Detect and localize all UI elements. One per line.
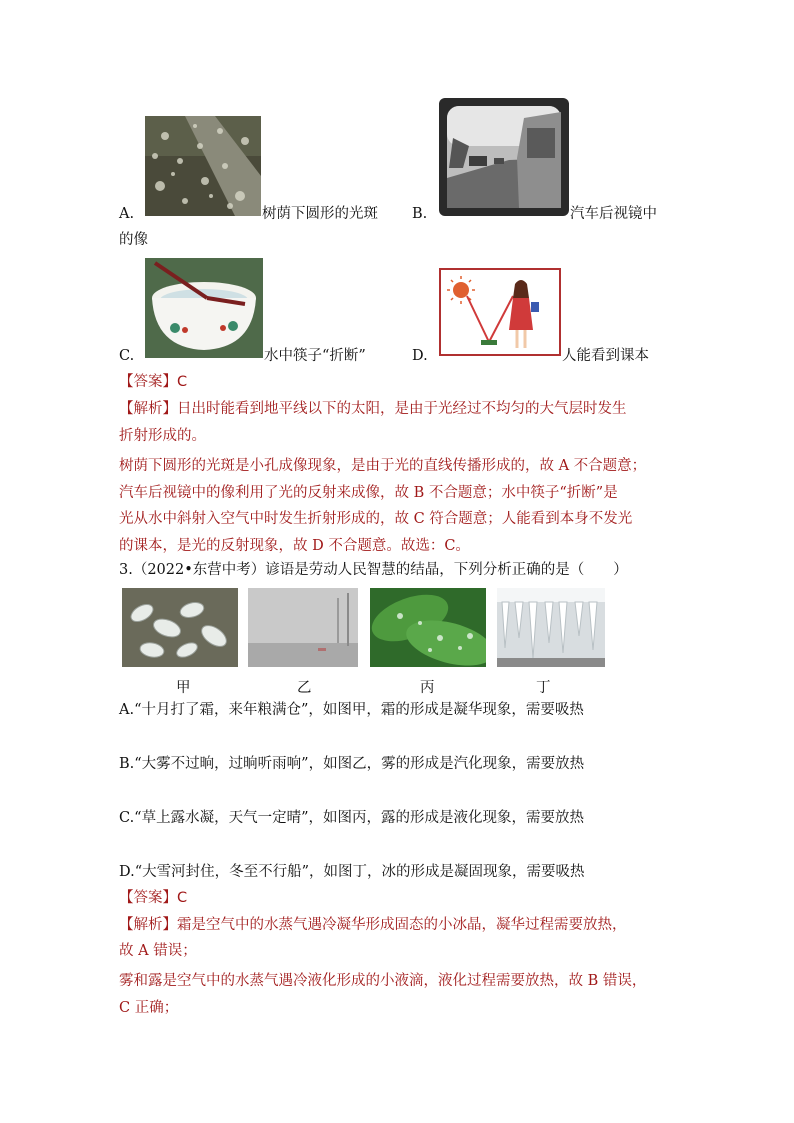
q3-stem: 3.（2022•东营中考）谚语是劳动人民智慧的结晶，下列分析正确的是（ ）	[119, 562, 628, 578]
image-label-yi: 乙	[297, 680, 312, 696]
q3-analysis-line-1: 【解析】霜是空气中的水蒸气遇冷凝华形成固态的小冰晶，凝华过程需要放热，	[119, 917, 627, 933]
answer-label: 【答案】	[119, 890, 177, 906]
image-label-jia: 甲	[176, 680, 191, 696]
answer-value: C	[177, 374, 188, 390]
frost-on-leaves-photo	[122, 588, 238, 667]
q2-analysis-line-1: 【解析】日出时能看到地平线以下的太阳，是由于光经过不均匀的大气层时发生	[119, 401, 627, 417]
dew-on-leaf-photo	[370, 588, 486, 667]
q3-option-d: D.“大雪河封住，冬至不行船”，如图丁，冰的形成是凝固现象，需要吸热	[119, 864, 585, 880]
car-rearview-mirror-photo	[439, 98, 569, 216]
analysis-label: 【解析】	[119, 401, 177, 417]
option-b-caption: 汽车后视镜中	[570, 206, 657, 222]
ice-icicles-photo	[497, 588, 605, 667]
option-a-caption: 树荫下圆形的光斑	[262, 206, 378, 222]
q3-analysis-line-2: 故 A 错误；	[119, 943, 197, 959]
q2-analysis-line-3: 树荫下圆形的光斑是小孔成像现象，是由于光的直线传播形成的，故 A 不合题意；	[119, 458, 647, 474]
option-b-caption-cont: 的像	[119, 232, 148, 248]
option-d-letter: D.	[412, 348, 428, 364]
answer-value: C	[177, 890, 188, 906]
q3-option-b: B.“大雾不过晌，过晌听雨响”，如图乙，雾的形成是汽化现象，需要放热	[119, 756, 585, 772]
chopsticks-in-water-bowl-photo	[145, 258, 263, 358]
image-label-ding: 丁	[536, 680, 551, 696]
q2-analysis-line-6: 的课本，是光的反射现象，故 D 不合题意。故选：C。	[119, 538, 470, 554]
tree-shade-light-spots-photo	[145, 116, 261, 216]
option-b-letter: B.	[412, 206, 428, 222]
q2-analysis-line-2: 折射形成的。	[119, 428, 206, 444]
q3-option-a: A.“十月打了霜，来年粮满仓”，如图甲，霜的形成是凝华现象，需要吸热	[119, 702, 584, 718]
q3-option-c: C.“草上露水凝，天气一定晴”，如图丙，露的形成是液化现象，需要放热	[119, 810, 585, 826]
q2-analysis-line-4: 汽车后视镜中的像利用了光的反射来成像，故 B 不合题意；水中筷子“折断”是	[119, 485, 618, 501]
girl-reading-book-light-diagram	[439, 268, 561, 356]
q2-answer	[119, 372, 187, 392]
image-label-bing: 丙	[420, 680, 435, 696]
q2-analysis-line-5: 光从水中斜射入空气中时发生折射形成的，故 C 符合题意；人能看到本身不发光	[119, 511, 633, 527]
q3-analysis-line-4: C 正确；	[119, 1000, 179, 1016]
q3-answer	[119, 888, 187, 908]
option-d-caption: 人能看到课本	[562, 348, 649, 364]
option-a-letter: A.	[119, 206, 135, 222]
fog-road-photo	[248, 588, 358, 667]
q3-analysis-line-3: 雾和露是空气中的水蒸气遇冷液化形成的小液滴，液化过程需要放热，故 B 错误，	[119, 973, 647, 989]
option-c-caption: 水中筷子“折断”	[264, 348, 366, 364]
analysis-label: 【解析】	[119, 917, 177, 933]
option-c-letter: C.	[119, 348, 135, 364]
answer-label: 【答案】	[119, 374, 177, 390]
